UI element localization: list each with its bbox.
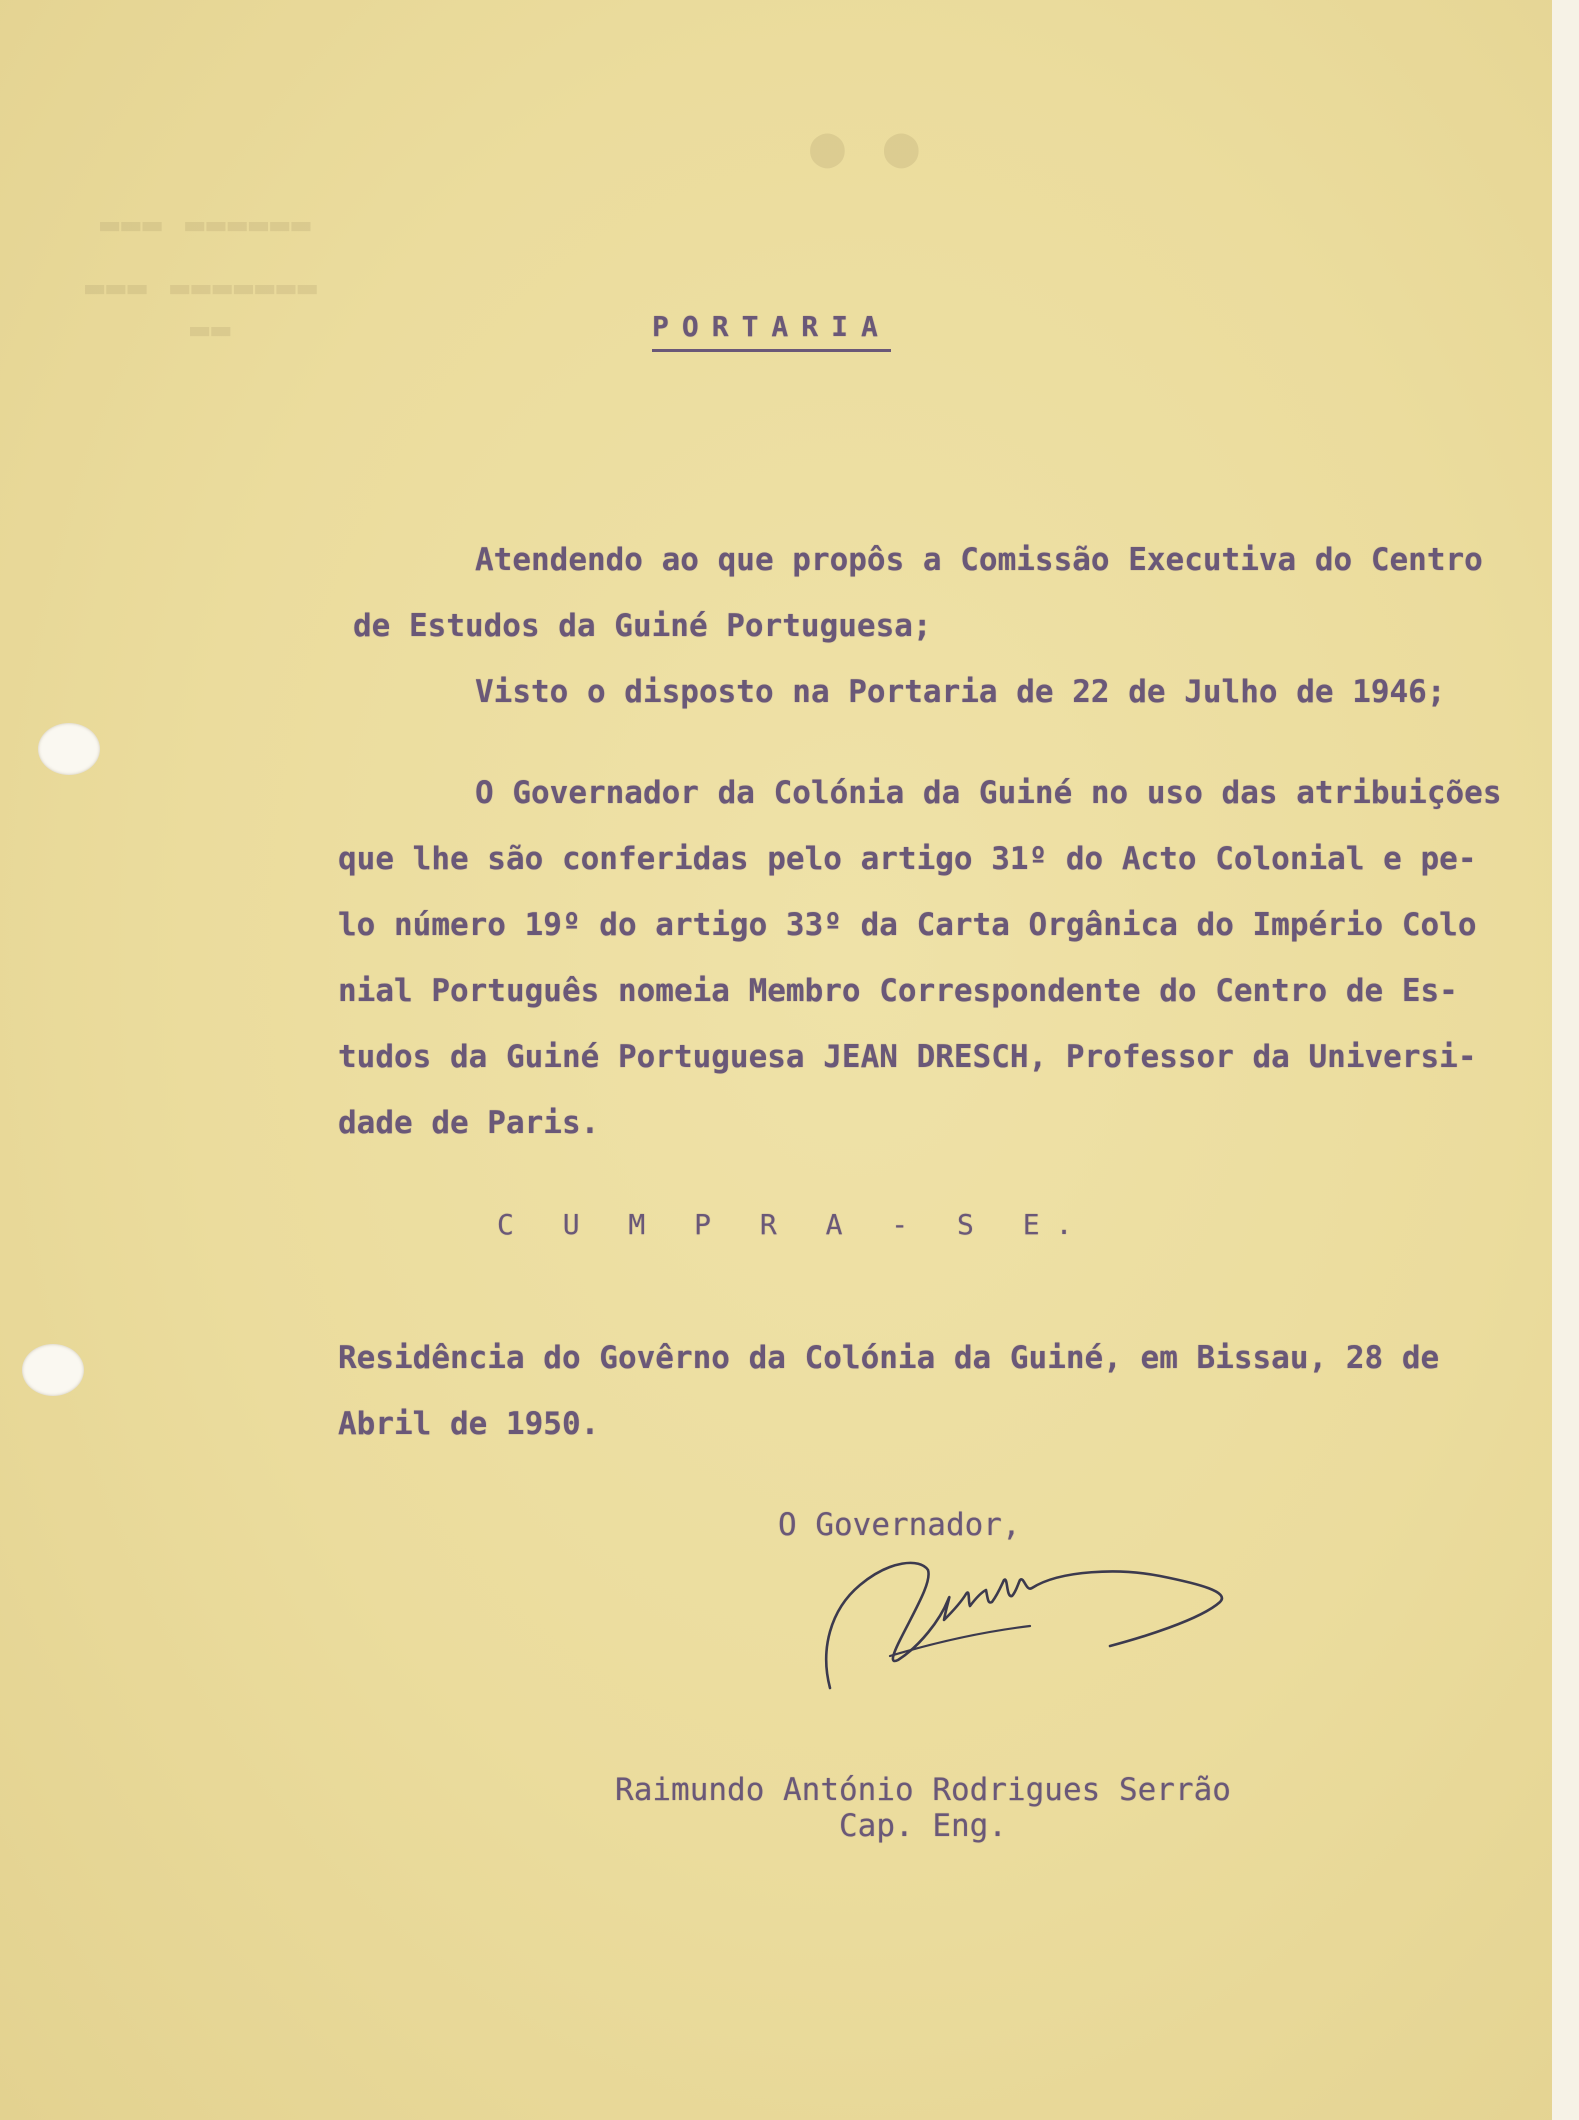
- body-line: lo número 19º do artigo 33º da Carta Orgânica do Império Colo: [338, 907, 1477, 943]
- signatory-rank: Cap. Eng.: [839, 1808, 1007, 1844]
- preamble-line: de Estudos da Guiné Portuguesa;: [353, 608, 932, 644]
- body-line: nial Português nomeia Membro Correspondente do Centro de Es-: [338, 973, 1458, 1009]
- command-line: C U M P R A - S E.: [497, 1208, 1089, 1241]
- document-title: PORTARIA: [652, 310, 891, 352]
- body-line: dade de Paris.: [338, 1105, 600, 1141]
- bleed-through-mark: ▬▬▬ ▬▬▬▬▬▬▬: [85, 268, 319, 306]
- place-date-line: Abril de 1950.: [338, 1406, 600, 1442]
- body-line: O Governador da Colónia da Guiné no uso das atribuições: [475, 775, 1502, 811]
- bleed-through-mark: ● ●: [810, 112, 921, 180]
- bleed-through-mark: ▬▬: [190, 310, 233, 348]
- handwritten-signature: [820, 1540, 1240, 1700]
- punch-hole: [22, 1344, 84, 1396]
- signatory-name: Raimundo António Rodrigues Serrão: [615, 1772, 1231, 1808]
- preamble-line: Visto o disposto na Portaria de 22 de Julho de 1946;: [475, 674, 1446, 710]
- body-line: tudos da Guiné Portuguesa JEAN DRESCH, Professor da Universi-: [338, 1039, 1477, 1075]
- signatory-block: [588, 1772, 1258, 1844]
- preamble-line: Atendendo ao que propôs a Comissão Executiva do Centro: [475, 542, 1483, 578]
- punch-hole: [38, 723, 100, 775]
- page-margin-strip: [1552, 0, 1579, 2120]
- body-line: que lhe são conferidas pelo artigo 31º do Acto Colonial e pe-: [338, 841, 1477, 877]
- bleed-through-mark: ▬▬▬ ▬▬▬▬▬▬: [100, 205, 313, 243]
- closing-line: O Governador,: [778, 1507, 1021, 1543]
- place-date-line: Residência do Govêrno da Colónia da Guiné, em Bissau, 28 de: [338, 1340, 1440, 1376]
